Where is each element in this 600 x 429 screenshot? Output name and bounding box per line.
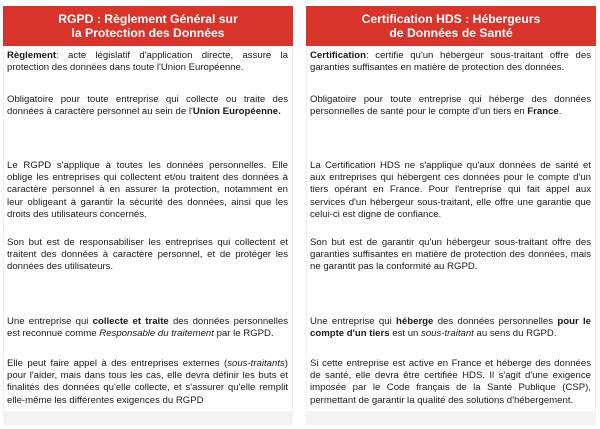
hds-title-line1: Certification HDS : Hébergeurs <box>361 12 541 26</box>
hds-paragraph-obligation: Obligatoire pour toute entreprise qui héberge des données personnelles de santé pour le compte d'un tiers en France. <box>310 94 591 118</box>
hds-paragraph-goal: Son but est de garantir qu'un hébergeur sous-traitant offre des garanties suffisantes en matière de protection des données, mais ne garantit pas la conformité au RGPD. <box>310 237 591 273</box>
rgpd-term: Règlement <box>7 50 57 61</box>
rgpd-title-line1: RGPD : Règlement Général sur <box>58 12 238 26</box>
rgpd-paragraph-obligation: Obligatoire pour toute entreprise qui collecte ou traite des données à caractère personnel au sein de l'Union Européenne. <box>7 94 288 118</box>
hds-column <box>306 6 596 425</box>
rgpd-header <box>3 6 293 46</box>
hds-paragraph-certification: Si cette entreprise est active en France et héberge des données de santé, elle devra être certifiée HDS. Il s'agit d'une exigence imposée par le Code français de la Santé Publique (CSP), permettant de garantir la qualité des solutions d'hébergement. <box>310 358 591 406</box>
rgpd-paragraph-definition: Règlement: acte législatif d'application directe, assure la protection des données dans toute l'Union Européenne. <box>7 50 288 74</box>
rgpd-paragraph-responsible: Une entreprise qui collecte et traite des données personnelles est reconnue comme Responsable du traitement par le RGPD. <box>7 316 288 340</box>
rgpd-body <box>3 46 293 425</box>
rgpd-title-line2: la Protection des Données <box>71 26 225 40</box>
hds-header <box>306 6 596 46</box>
rgpd-paragraph-goal: Son but est de responsabiliser les entreprises qui collectent et traitent des données à caractère personnel, et de protéger les données des utilisateurs. <box>7 237 288 273</box>
rgpd-paragraph-subcontractors: Elle peut faire appel à des entreprises externes (sous-traitants) pour l'aider, mais dans tous les cas, elle devra définir les buts et finalités des données qu'elle collecte, et s'assurer qu'elle remplit elle-même les différentes exigences du RGPD <box>7 358 288 406</box>
rgpd-column <box>3 6 293 425</box>
hds-paragraph-scope: La Certification HDS ne s'applique qu'aux données de santé et aux entreprises qui hébergent ces données pour le compte d'un tiers opérant en France. Pour l'entreprise qui fait appel aux services d'un hébergeur sous-traitant, elle offre une garantie que celui-ci est digne de confiance. <box>310 160 591 220</box>
hds-paragraph-definition: Certification: certifie qu'un hébergeur sous-traitant offre des garanties suffisantes en matière de protection des données. <box>310 50 591 74</box>
hds-term: Certification <box>310 50 366 61</box>
hds-title-line2: de Données de Santé <box>389 26 513 40</box>
rgpd-paragraph-scope: Le RGPD s'applique à toutes les données personnelles. Elle oblige les entreprises qui collectent et/ou traitent des données à caractère personnel à en assurer la protection, notamment en leur obligeant à garantir la sécurité des données, ainsi que les droits des utilisateurs concernés. <box>7 160 288 220</box>
hds-paragraph-host: Une entreprise qui héberge des données personnelles pour le compte d'un tiers est un sous-traitant au sens du RGPD. <box>310 316 592 340</box>
hds-body <box>306 46 596 425</box>
